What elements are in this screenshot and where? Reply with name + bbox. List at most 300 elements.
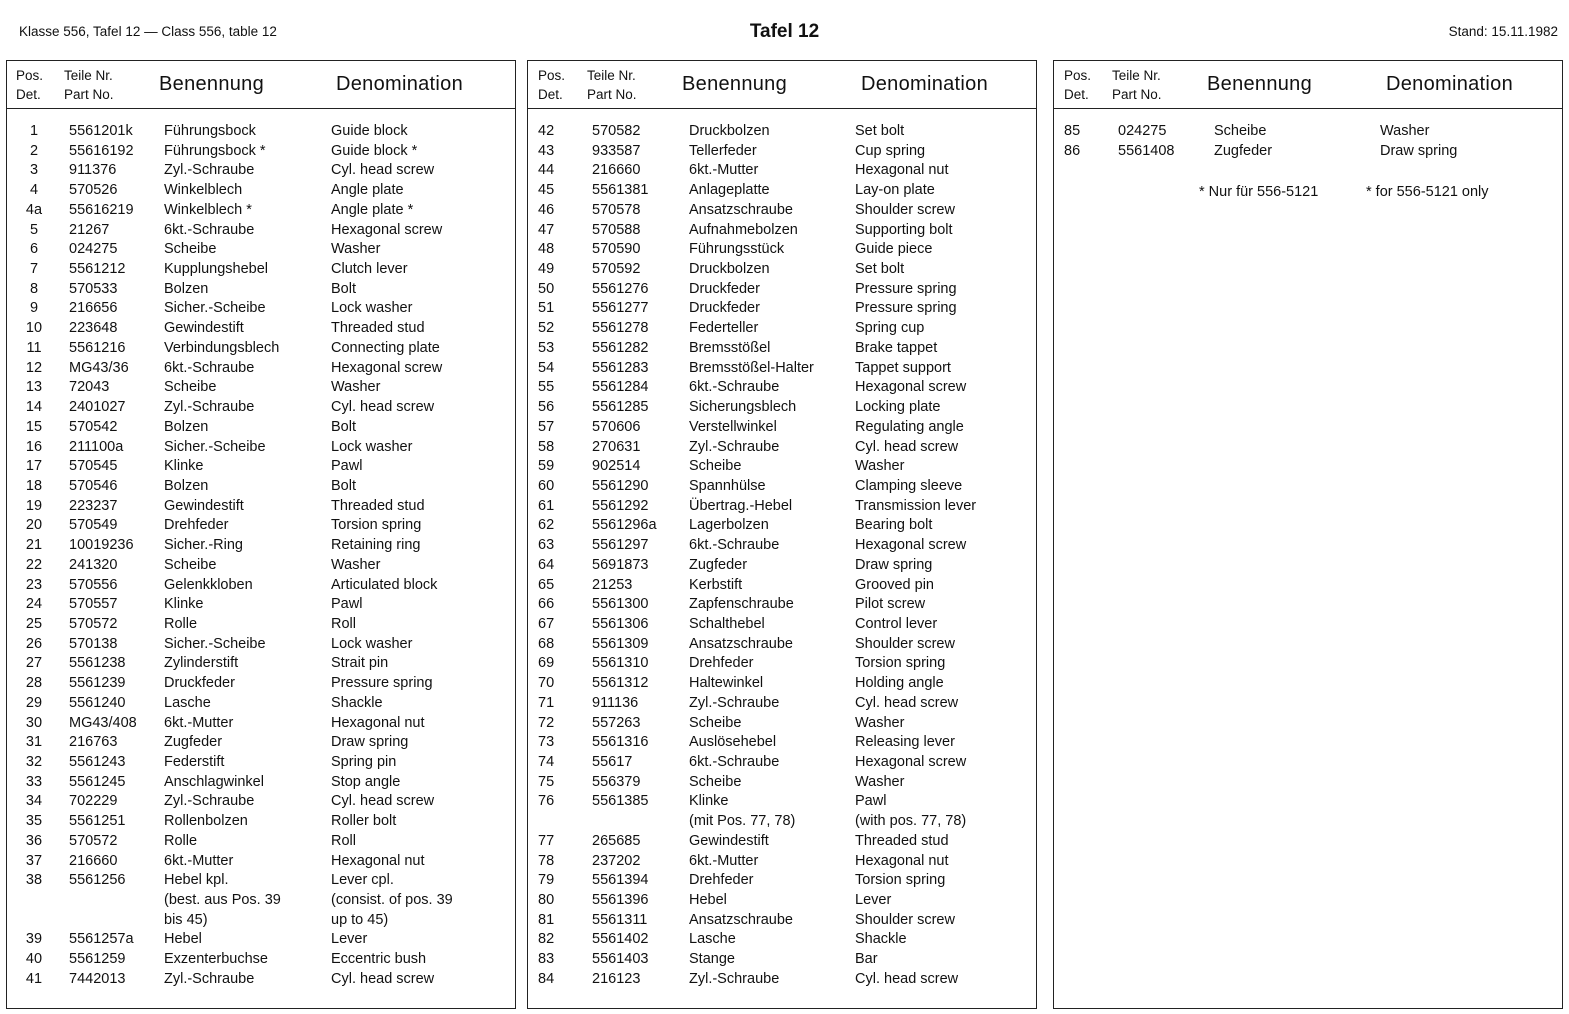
- cell-pos: 32: [25, 754, 43, 770]
- cell-benennung: Verstellwinkel: [689, 418, 777, 435]
- table-row: [528, 299, 1036, 319]
- parts-table-panel-3: [1053, 60, 1563, 1009]
- cell-part-no: 024275: [69, 241, 118, 258]
- table-row: [7, 181, 515, 201]
- cell-benennung: Gewindestift: [689, 832, 769, 849]
- cell-part-no: 5561278: [592, 320, 649, 337]
- table-body: [7, 122, 515, 990]
- cell-pos: 52: [538, 320, 555, 337]
- cell-pos: 42: [538, 123, 555, 139]
- table-row: [7, 714, 515, 734]
- cell-benennung: Scheibe: [164, 241, 217, 258]
- table-row: [528, 852, 1036, 872]
- header-part-en: Part No.: [587, 87, 637, 102]
- cell-benennung: Gewindestift: [164, 320, 244, 337]
- table-header: [1054, 61, 1562, 109]
- cell-benennung: Stange: [689, 951, 735, 968]
- cell-benennung: Zyl.-Schraube: [164, 793, 255, 810]
- cell-denomination: Shoulder screw: [855, 635, 955, 652]
- table-row: [528, 911, 1036, 931]
- cell-denomination: Shackle: [855, 931, 907, 948]
- table-row: [528, 812, 1036, 832]
- cell-pos: 41: [25, 970, 43, 987]
- cell-denomination: up to 45): [331, 911, 389, 928]
- cell-denomination: Retaining ring: [331, 537, 421, 554]
- cell-pos: 15: [25, 418, 43, 435]
- table-row: [7, 812, 515, 832]
- cell-pos: 24: [25, 596, 43, 613]
- cell-benennung: Klinke: [164, 596, 204, 613]
- table-row: [7, 832, 515, 852]
- cell-pos: 13: [25, 379, 43, 396]
- cell-pos: 62: [538, 517, 555, 534]
- table-row: [528, 576, 1036, 596]
- table-row: [7, 299, 515, 319]
- cell-part-no: 5561259: [69, 951, 126, 968]
- cell-denomination: Cyl. head screw: [331, 399, 435, 416]
- cell-denomination: Washer: [331, 379, 381, 396]
- cell-pos: 57: [538, 418, 555, 435]
- cell-part-no: 5561316: [592, 734, 649, 751]
- table-row: [7, 635, 515, 655]
- cell-part-no: 702229: [69, 793, 118, 810]
- cell-pos: 75: [538, 773, 555, 790]
- table-row: [528, 674, 1036, 694]
- cell-part-no: 5561238: [69, 655, 126, 672]
- cell-part-no: 223648: [69, 320, 118, 337]
- cell-benennung: Winkelblech *: [164, 201, 252, 218]
- cell-pos: 58: [538, 438, 555, 455]
- cell-part-no: 5561245: [69, 773, 126, 790]
- table-row: [528, 260, 1036, 280]
- footnote-de: * Nur für 556-5121: [1199, 184, 1319, 200]
- header-part-de: Teile Nr.: [587, 68, 636, 83]
- cell-pos: 5: [29, 221, 39, 238]
- cell-denomination: Pressure spring: [855, 300, 957, 317]
- cell-denomination: Angle plate *: [331, 201, 414, 218]
- cell-denomination: Tappet support: [855, 359, 951, 376]
- cell-denomination: Hexagonal nut: [855, 852, 949, 869]
- cell-denomination: Clamping sleeve: [855, 477, 963, 494]
- cell-benennung: Führungsstück: [689, 241, 785, 258]
- table-row: [7, 280, 515, 300]
- cell-benennung: Druckfeder: [689, 280, 760, 297]
- cell-pos: 49: [538, 261, 555, 278]
- cell-pos: 69: [538, 655, 555, 672]
- header-denomination: Denomination: [861, 73, 989, 95]
- cell-part-no: 5561297: [592, 537, 649, 554]
- cell-denomination: Pawl: [331, 596, 363, 613]
- cell-denomination: Lever: [855, 892, 892, 909]
- cell-denomination: Hexagonal screw: [331, 221, 443, 238]
- cell-benennung: Drehfeder: [689, 872, 754, 889]
- cell-denomination: Holding angle: [855, 675, 944, 692]
- cell-benennung: Exzenterbuchse: [164, 951, 268, 968]
- cell-pos: 81: [538, 911, 555, 928]
- cell-pos: 59: [538, 458, 555, 475]
- table-row: [7, 378, 515, 398]
- table-row: [7, 753, 515, 773]
- table-row: [528, 970, 1036, 990]
- cell-pos: 72: [538, 714, 555, 731]
- cell-benennung: Scheibe: [164, 556, 217, 573]
- cell-denomination: Set bolt: [855, 261, 905, 278]
- cell-part-no: 570557: [69, 596, 118, 613]
- cell-benennung: Zyl.-Schraube: [689, 694, 780, 711]
- cell-part-no: 902514: [592, 458, 641, 475]
- cell-part-no: 5561257a: [69, 931, 134, 948]
- table-row: [7, 122, 515, 142]
- cell-pos: 6: [29, 241, 39, 258]
- cell-denomination: Guide block: [331, 123, 408, 139]
- cell-part-no: 570590: [592, 241, 641, 258]
- table-row: [7, 418, 515, 438]
- cell-denomination: Lock washer: [331, 300, 413, 317]
- cell-denomination: Lever cpl.: [331, 872, 394, 889]
- cell-benennung: Bremsstößel: [689, 339, 771, 356]
- cell-denomination: Hexagonal nut: [855, 162, 949, 179]
- table-row: [7, 576, 515, 596]
- cell-pos: 85: [1064, 123, 1081, 139]
- cell-part-no: 216763: [69, 734, 118, 751]
- cell-pos: 8: [29, 280, 39, 297]
- cell-pos: 53: [538, 339, 555, 356]
- cell-part-no: 211100a: [69, 438, 124, 455]
- header-pos-en: Det.: [538, 87, 563, 102]
- cell-benennung: 6kt.-Mutter: [164, 714, 234, 731]
- table-header: [7, 61, 515, 109]
- cell-denomination: Spring pin: [331, 754, 397, 770]
- table-row: [528, 930, 1036, 950]
- cell-denomination: Washer: [331, 241, 381, 258]
- cell-pos: 67: [538, 615, 555, 632]
- cell-benennung: Ansatzschraube: [689, 911, 793, 928]
- cell-part-no: 570545: [69, 458, 118, 475]
- cell-part-no: 570606: [592, 418, 641, 435]
- table-row: [528, 536, 1036, 556]
- table-row: [528, 181, 1036, 201]
- cell-denomination: Washer: [855, 773, 905, 790]
- cell-denomination: Supporting bolt: [855, 221, 953, 238]
- cell-part-no: 570542: [69, 418, 118, 435]
- cell-benennung: Verbindungsblech: [164, 339, 280, 356]
- table-row: [528, 339, 1036, 359]
- cell-denomination: (with pos. 77, 78): [855, 813, 967, 830]
- table-row: [7, 516, 515, 536]
- cell-benennung: Übertrag.-Hebel: [689, 497, 793, 514]
- cell-benennung: Anschlagwinkel: [164, 773, 264, 790]
- table-row: [7, 773, 515, 793]
- cell-part-no: 5561285: [592, 399, 649, 416]
- cell-denomination: Hexagonal screw: [331, 359, 443, 376]
- cell-benennung: Zugfeder: [689, 556, 748, 573]
- cell-denomination: Stop angle: [331, 773, 401, 790]
- cell-part-no: 5561296a: [592, 517, 657, 534]
- cell-benennung: Zylinderstift: [164, 655, 239, 672]
- table-row: [528, 280, 1036, 300]
- table-row: [528, 359, 1036, 379]
- cell-denomination: Connecting plate: [331, 339, 440, 356]
- cell-denomination: Roller bolt: [331, 813, 397, 830]
- cell-denomination: Bearing bolt: [855, 517, 933, 534]
- cell-denomination: Roll: [331, 832, 356, 849]
- cell-benennung: Zugfeder: [1214, 142, 1273, 159]
- cell-benennung: Scheibe: [689, 458, 742, 475]
- cell-pos: 2: [29, 142, 39, 159]
- cell-part-no: 570533: [69, 280, 118, 297]
- cell-denomination: Torsion spring: [855, 872, 946, 889]
- cell-pos: 26: [25, 635, 43, 652]
- cell-benennung: Haltewinkel: [689, 675, 764, 692]
- cell-denomination: Pressure spring: [331, 675, 433, 692]
- cell-pos: 74: [538, 754, 555, 770]
- cell-part-no: 21267: [69, 221, 110, 238]
- cell-benennung: Klinke: [164, 458, 204, 475]
- cell-part-no: 570588: [592, 221, 641, 238]
- cell-benennung: Rolle: [164, 832, 198, 849]
- cell-denomination: Threaded stud: [331, 320, 425, 337]
- cell-benennung: Druckbolzen: [689, 261, 770, 278]
- cell-part-no: 216656: [69, 300, 118, 317]
- cell-part-no: 570572: [69, 832, 118, 849]
- cell-denomination: Brake tappet: [855, 339, 938, 356]
- cell-denomination: Draw spring: [1380, 142, 1458, 159]
- cell-denomination: Cyl. head screw: [855, 694, 959, 711]
- cell-denomination: Draw spring: [331, 734, 409, 751]
- cell-denomination: (consist. of pos. 39: [331, 892, 453, 909]
- cell-part-no: 570582: [592, 123, 641, 139]
- cell-part-no: 5561402: [592, 931, 649, 948]
- cell-pos: 37: [25, 852, 43, 869]
- header-part-de: Teile Nr.: [1112, 68, 1161, 83]
- cell-benennung: Sicherungsblech: [689, 399, 797, 416]
- cell-part-no: 55616192: [69, 142, 134, 159]
- cell-pos: 16: [25, 438, 43, 455]
- cell-benennung: Sicher.-Scheibe: [164, 635, 266, 652]
- table-row: [528, 418, 1036, 438]
- cell-denomination: Articulated block: [331, 576, 438, 593]
- cell-denomination: Washer: [1380, 123, 1430, 139]
- cell-part-no: 72043: [69, 379, 110, 396]
- cell-benennung: Kupplungshebel: [164, 261, 269, 278]
- footnote-en: * for 556-5121 only: [1366, 184, 1489, 200]
- cell-denomination: Shoulder screw: [855, 911, 955, 928]
- cell-pos: 79: [538, 872, 555, 889]
- cell-pos: 55: [538, 379, 555, 396]
- cell-pos: 84: [538, 970, 555, 987]
- cell-part-no: 5561282: [592, 339, 649, 356]
- cell-benennung: Kerbstift: [689, 576, 743, 593]
- cell-benennung: Bremsstößel-Halter: [689, 359, 814, 376]
- table-row: [528, 142, 1036, 162]
- cell-benennung: Gewindestift: [164, 497, 244, 514]
- cell-pos: 76: [538, 793, 555, 810]
- cell-pos: 80: [538, 892, 555, 909]
- cell-denomination: Releasing lever: [855, 734, 955, 751]
- header-pos-de: Pos.: [16, 68, 44, 83]
- cell-denomination: Shoulder screw: [855, 201, 955, 218]
- cell-benennung: 6kt.-Schraube: [164, 221, 255, 238]
- cell-pos: 20: [25, 517, 43, 534]
- table-row: [7, 240, 515, 260]
- table-row: [528, 654, 1036, 674]
- cell-denomination: Draw spring: [855, 556, 933, 573]
- table-row: [528, 438, 1036, 458]
- cell-part-no: 5561251: [69, 813, 126, 830]
- cell-part-no: 223237: [69, 497, 118, 514]
- cell-benennung: Hebel kpl.: [164, 872, 229, 889]
- cell-denomination: Lay-on plate: [855, 182, 935, 199]
- cell-part-no: 270631: [592, 438, 641, 455]
- cell-part-no: 5561292: [592, 497, 649, 514]
- document-header-left: Klasse 556, Tafel 12 — Class 556, table 12: [19, 24, 277, 39]
- cell-part-no: 5561310: [592, 655, 649, 672]
- cell-denomination: Bolt: [331, 477, 356, 494]
- table-row: [528, 221, 1036, 241]
- cell-part-no: 570549: [69, 517, 118, 534]
- cell-pos: 29: [25, 694, 43, 711]
- cell-part-no: 5561240: [69, 694, 126, 711]
- cell-denomination: Cyl. head screw: [855, 438, 959, 455]
- cell-benennung: 6kt.-Schraube: [689, 537, 780, 554]
- cell-benennung: Lasche: [689, 931, 736, 948]
- cell-part-no: 570526: [69, 182, 118, 199]
- table-row: [528, 714, 1036, 734]
- table-row: [528, 556, 1036, 576]
- cell-part-no: 5561381: [592, 182, 649, 199]
- cell-benennung: Scheibe: [1214, 123, 1267, 139]
- cell-benennung: Tellerfeder: [689, 142, 757, 159]
- table-row: [528, 161, 1036, 181]
- cell-part-no: 5561290: [592, 477, 649, 494]
- cell-denomination: Guide block *: [331, 142, 418, 159]
- table-row: [7, 871, 515, 891]
- cell-benennung: Führungsbock: [164, 123, 256, 139]
- cell-part-no: 5561256: [69, 872, 126, 889]
- cell-denomination: Control lever: [855, 615, 938, 632]
- cell-pos: 78: [538, 852, 555, 869]
- cell-part-no: 024275: [1118, 123, 1167, 139]
- table-row: [7, 457, 515, 477]
- cell-part-no: 241320: [69, 556, 118, 573]
- cell-part-no: 5561243: [69, 754, 126, 770]
- cell-denomination: Regulating angle: [855, 418, 964, 435]
- cell-pos: 43: [538, 142, 555, 159]
- table-row: [528, 516, 1036, 536]
- header-part: [587, 66, 637, 104]
- cell-benennung: Rolle: [164, 615, 198, 632]
- cell-pos: 3: [29, 162, 39, 179]
- cell-benennung: Scheibe: [689, 773, 742, 790]
- cell-benennung: Druckfeder: [689, 300, 760, 317]
- cell-part-no: 216123: [592, 970, 641, 987]
- cell-pos: 25: [25, 615, 43, 632]
- cell-pos: 77: [538, 832, 555, 849]
- table-row: [528, 615, 1036, 635]
- cell-denomination: Bar: [855, 951, 878, 968]
- table-row: [528, 378, 1036, 398]
- cell-part-no: 556379: [592, 773, 641, 790]
- cell-pos: 71: [538, 694, 555, 711]
- header-denomination: Denomination: [336, 73, 464, 95]
- cell-part-no: 570592: [592, 261, 641, 278]
- cell-part-no: 10019236: [69, 537, 134, 554]
- cell-pos: 7: [29, 261, 39, 278]
- page-title: Tafel 12: [749, 21, 820, 42]
- table-row: [7, 654, 515, 674]
- document-date: Stand: 15.11.1982: [1448, 24, 1558, 39]
- cell-pos: 60: [538, 477, 555, 494]
- table-row: [7, 615, 515, 635]
- parts-table-panel-2: [527, 60, 1037, 1009]
- cell-denomination: Transmission lever: [855, 497, 977, 514]
- cell-denomination: Washer: [331, 556, 381, 573]
- cell-benennung: Gelenkkloben: [164, 576, 253, 593]
- table-row: [7, 161, 515, 181]
- table-row: [528, 694, 1036, 714]
- cell-denomination: Threaded stud: [855, 832, 949, 849]
- table-row: [7, 477, 515, 497]
- cell-denomination: Lock washer: [331, 438, 413, 455]
- table-header: [528, 61, 1036, 109]
- table-row: [7, 201, 515, 221]
- header-part-de: Teile Nr.: [64, 68, 113, 83]
- table-row: [7, 142, 515, 162]
- table-row: [528, 201, 1036, 221]
- cell-part-no: 570546: [69, 477, 118, 494]
- cell-benennung: Ansatzschraube: [689, 635, 793, 652]
- cell-part-no: MG43/408: [69, 714, 137, 731]
- cell-denomination: Cyl. head screw: [331, 162, 435, 179]
- table-row: [528, 497, 1036, 517]
- table-row: [7, 438, 515, 458]
- cell-part-no: 5561276: [592, 280, 649, 297]
- cell-pos: 22: [25, 556, 43, 573]
- cell-benennung: Zyl.-Schraube: [164, 162, 255, 179]
- cell-pos: 66: [538, 596, 555, 613]
- cell-benennung: Spannhülse: [689, 477, 766, 494]
- cell-pos: 31: [25, 734, 43, 751]
- cell-part-no: 5561312: [592, 675, 649, 692]
- header-part-en: Part No.: [64, 87, 114, 102]
- table-row: [528, 871, 1036, 891]
- cell-part-no: 5561284: [592, 379, 649, 396]
- cell-benennung: Zapfenschraube: [689, 596, 794, 613]
- cell-denomination: Spring cup: [855, 320, 925, 337]
- cell-pos: 14: [25, 399, 43, 416]
- cell-part-no: 5691873: [592, 556, 649, 573]
- cell-part-no: 5561216: [69, 339, 126, 356]
- cell-benennung: Ansatzschraube: [689, 201, 793, 218]
- cell-part-no: 216660: [592, 162, 641, 179]
- table-row: [7, 852, 515, 872]
- cell-denomination: Pawl: [855, 793, 887, 810]
- cell-denomination: Bolt: [331, 280, 356, 297]
- cell-benennung: Federstift: [164, 754, 225, 770]
- cell-benennung: Aufnahmebolzen: [689, 221, 798, 238]
- cell-part-no: 55616219: [69, 201, 134, 218]
- cell-benennung: Lagerbolzen: [689, 517, 769, 534]
- cell-pos: 1: [29, 123, 39, 139]
- cell-part-no: 5561283: [592, 359, 649, 376]
- cell-pos: 48: [538, 241, 555, 258]
- cell-pos: 82: [538, 931, 555, 948]
- cell-denomination: Roll: [331, 615, 356, 632]
- cell-pos: 12: [25, 359, 43, 376]
- cell-pos: 23: [25, 576, 43, 593]
- cell-denomination: Pilot screw: [855, 596, 926, 613]
- cell-part-no: 5561309: [592, 635, 649, 652]
